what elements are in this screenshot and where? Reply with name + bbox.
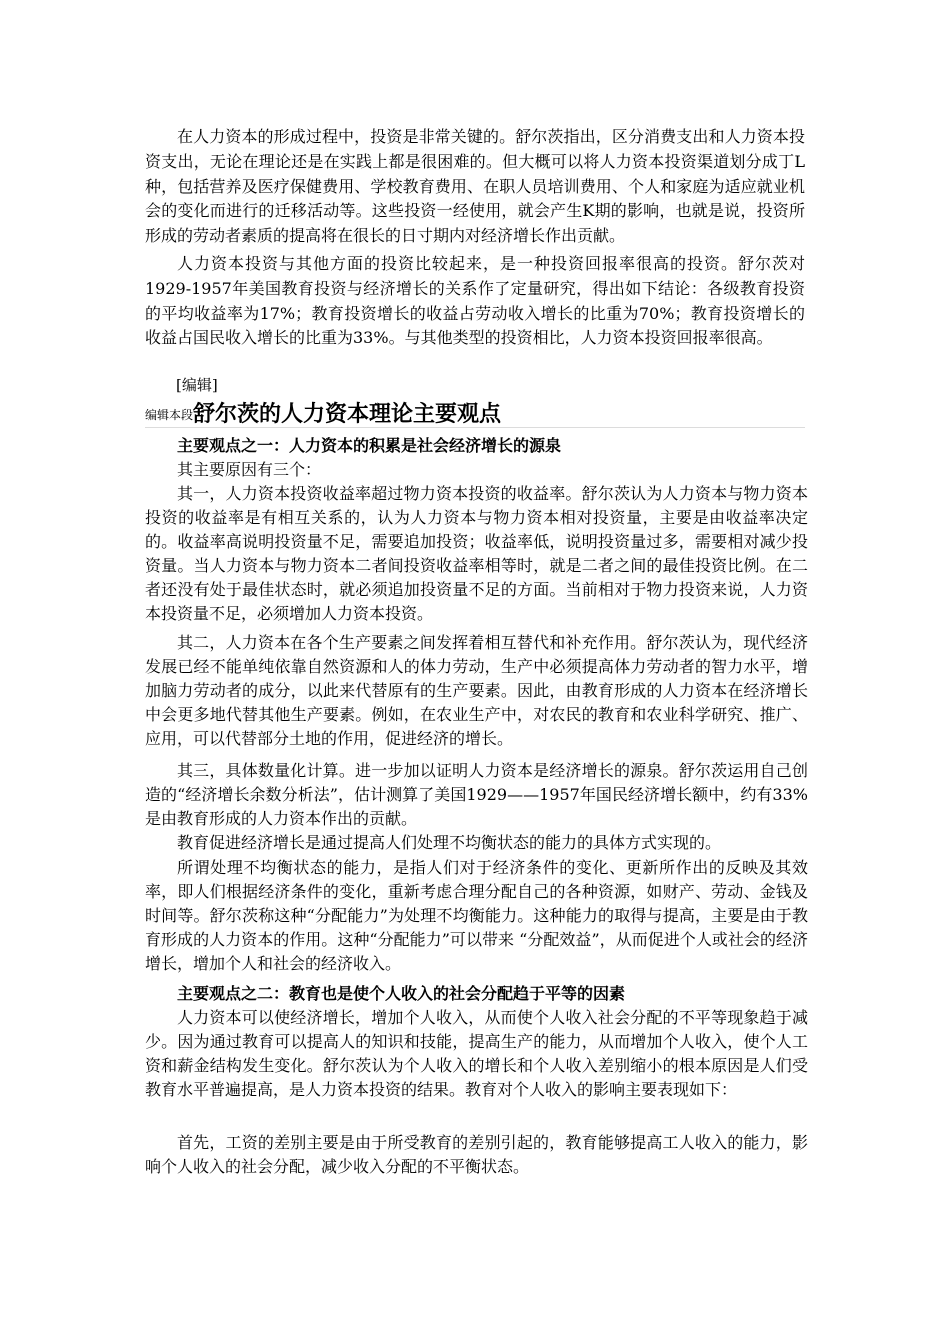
- paragraph-reason-1: 其一，人力资本投资收益率超过物力资本投资的收益率。舒尔茨认为人力资本与物力资本投资的收益率是有相互关系的，认为人力资本与物力资本相对投资量，主要是由收益率决定的。收益率高说明投资量不足，需要追加投资；收益率低，说明投资量过多，需要相对减少投资量。当人力资本与物力资本二者间投资收益率相等时，就是二者之间的最佳投资比例。在二者还没有处于最佳状态时，就必须追加投资量不足的方面。当前相对于物力投资来说，人力资本投资量不足，必须增加人力资本投资。: [145, 484, 808, 623]
- paragraph-education-growth: 教育促进经济增长是通过提高人们处理不均衡状态的能力的具体方式实现的。: [177, 833, 722, 852]
- paragraph-investment-channels: 在人力资本的形成过程中，投资是非常关键的。舒尔茨指出，区分消费支出和人力资本投资支出，无论在理论还是在实践上都是很困难的。但大概可以将人力资本投资渠道划分成丁L种，包括营养及医疗保健费用、学校教育费用、在职人员培训费用、个人和家庭为适应就业机会的变化而进行的迁移活动等。这些投资一经使用，就会产生K期的影响，也就是说，投资所形成的劳动者素质的提高将在很长的日寸期内对经济增长作出贡献。: [145, 127, 805, 246]
- edit-section-link[interactable]: 编辑本段: [145, 408, 194, 422]
- paragraph-investment-return: 人力资本投资与其他方面的投资比较起来，是一种投资回报率很高的投资。舒尔茨对1929-1957年美国教育投资与经济增长的关系作了定量研究，得出如下结论：各级教育投资的平均收益率为17%；教育投资增长的收益占劳动收入增长的比重为70%；教育投资增长的收益占国民收入增长的比重为33%。与其他类型的投资相比，人力资本投资回报率很高。: [145, 254, 805, 348]
- point2-heading: 主要观点之二：教育也是使个人收入的社会分配趋于平等的因素: [177, 984, 626, 1003]
- paragraph-wage-difference: 首先，工资的差别主要是由于所受教育的差别引起的，教育能够提高工人收入的能力，影响个人收入的社会分配，减少收入分配的不平衡状态。: [145, 1133, 808, 1176]
- section-title: 舒尔茨的人力资本理论主要观点: [193, 402, 502, 427]
- point1-intro: 其主要原因有三个：: [177, 460, 322, 479]
- paragraph-reason-3: 其三，具体数量化计算。进一步加以证明人力资本是经济增长的源泉。舒尔茨运用自己创造的“经济增长余数分析法”，估计测算了美国1929——1957年国民经济增长额中，约有33%是由教育形成的人力资本作出的贡献。: [145, 761, 808, 828]
- section-heading: [145, 397, 805, 428]
- paragraph-allocative-ability: 所谓处理不均衡状态的能力，是指人们对于经济条件的变化、更新所作出的反映及其效率，即人们根据经济条件的变化，重新考虑合理分配自己的各种资源，如财产、劳动、金钱及时间等。舒尔茨称这种“分配能力”为处理不均衡能力。这种能力的取得与提高，主要是由于教育形成的人力资本的作用。这种“分配能力”可以带来 “分配效益”，从而促进个人或社会的经济增长，增加个人和社会的经济收入。: [145, 858, 808, 973]
- point1-heading: 主要观点之一：人力资本的积累是社会经济增长的源泉: [177, 436, 562, 455]
- paragraph-income-distribution: 人力资本可以使经济增长，增加个人收入，从而使个人收入社会分配的不平等现象趋于减少。因为通过教育可以提高人的知识和技能，提高生产的能力，从而增加个人收入，使个人工资和薪金结构发生变化。舒尔茨认为个人收入的增长和个人收入差别缩小的根本原因是人们受教育水平普遍提高，是人力资本投资的结果。教育对个人收入的影响主要表现如下：: [145, 1008, 808, 1099]
- edit-link[interactable]: [编辑]: [176, 376, 218, 394]
- paragraph-reason-2: 其二，人力资本在各个生产要素之间发挥着相互替代和补充作用。舒尔茨认为，现代经济发展已经不能单纯依靠自然资源和人的体力劳动，生产中必须提高体力劳动者的智力水平，增加脑力劳动者的成分，以此来代替原有的生产要素。因此，由教育形成的人力资本在经济增长中会更多地代替其他生产要素。例如，在农业生产中，对农民的教育和农业科学研究、推广、应用，可以代替部分土地的作用，促进经济的增长。: [145, 633, 808, 748]
